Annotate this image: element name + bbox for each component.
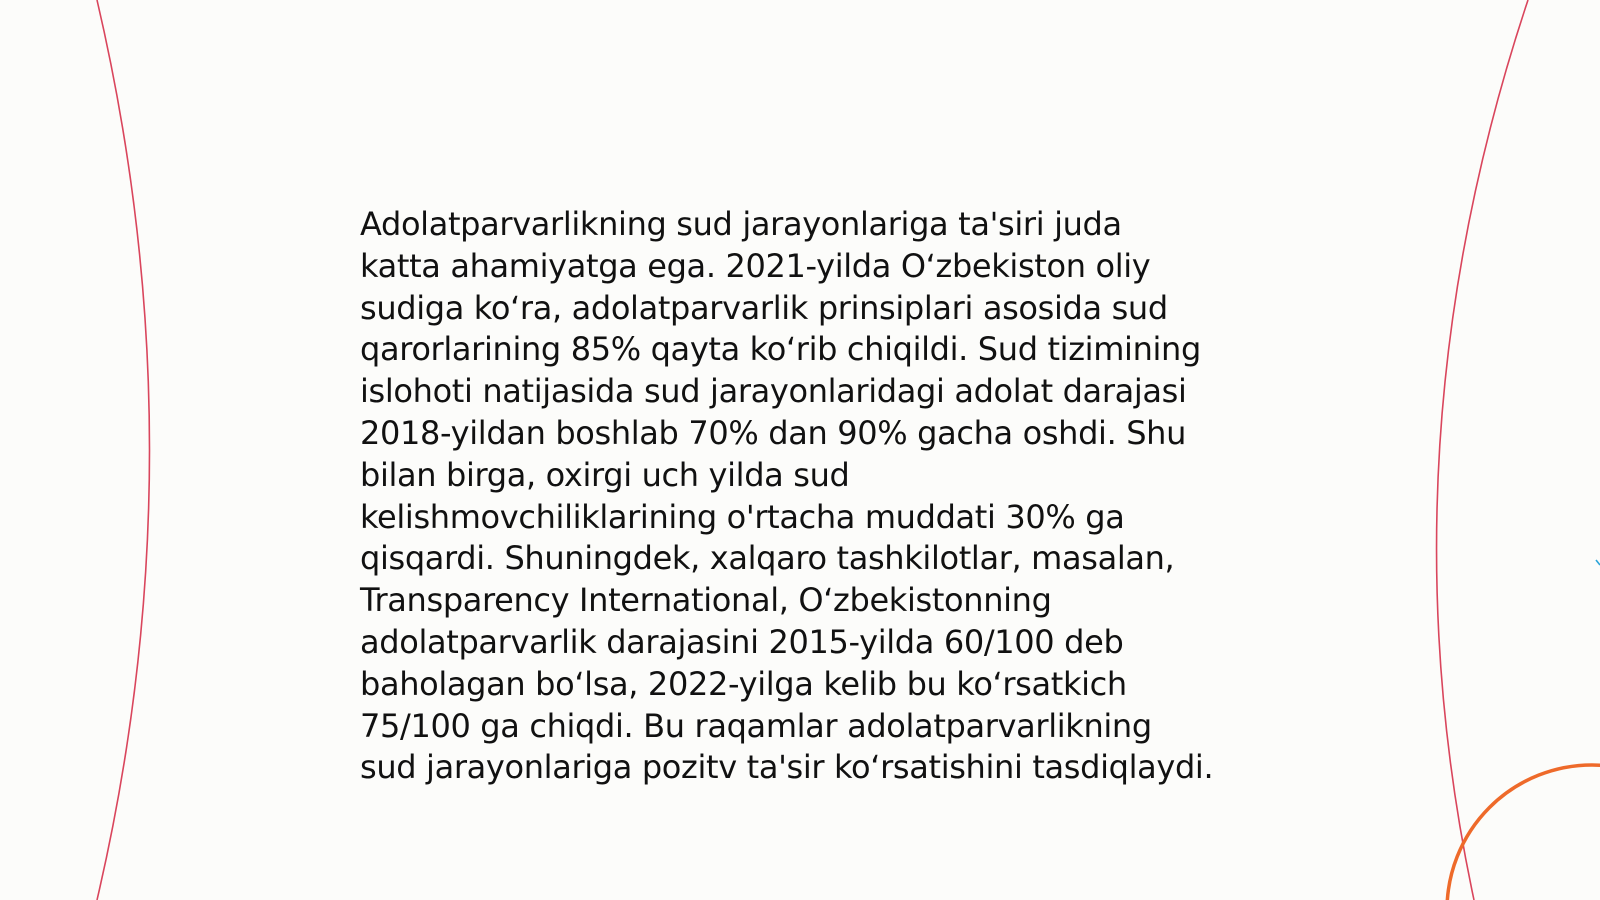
left-curve-line <box>97 0 150 900</box>
body-paragraph <box>360 204 1250 789</box>
blue-accent-mark <box>1596 560 1600 565</box>
paragraph-line: sudiga ko‘ra, adolatparvarlik prinsiplari asosida sud <box>360 288 1168 327</box>
paragraph-line: islohoti natijasida sud jarayonlaridagi adolat darajasi <box>360 372 1187 411</box>
paragraph-line: qarorlarining 85% qayta ko‘rib chiqildi. Sud tizimining <box>360 330 1201 369</box>
paragraph-line: baholagan bo‘lsa, 2022-yilga kelib bu ko‘rsatkich <box>360 664 1127 703</box>
paragraph-line: sud jarayonlariga pozitv ta'sir ko‘rsatishini tasdiqlaydi. <box>360 748 1214 787</box>
paragraph-line: Transparency International, O‘zbekistonning <box>360 581 1052 620</box>
paragraph-line: 75/100 ga chiqdi. Bu raqamlar adolatparvarlikning <box>360 706 1152 745</box>
paragraph-line: bilan birga, oxirgi uch yilda sud <box>360 455 850 494</box>
paragraph-line: 2018-yildan boshlab 70% dan 90% gacha oshdi. Shu <box>360 413 1187 452</box>
paragraph-line: katta ahamiyatga ega. 2021-yilda O‘zbekiston oliy <box>360 246 1151 285</box>
paragraph-line: kelishmovchiliklarining o'rtacha muddati 30% ga <box>360 497 1125 536</box>
right-curve-line <box>1437 0 1528 900</box>
paragraph-line: adolatparvarlik darajasini 2015-yilda 60/100 deb <box>360 622 1124 661</box>
paragraph-line: Adolatparvarlikning sud jarayonlariga ta'siri juda <box>360 205 1122 243</box>
paragraph-line: qisqardi. Shuningdek, xalqaro tashkilotlar, masalan, <box>360 539 1175 578</box>
